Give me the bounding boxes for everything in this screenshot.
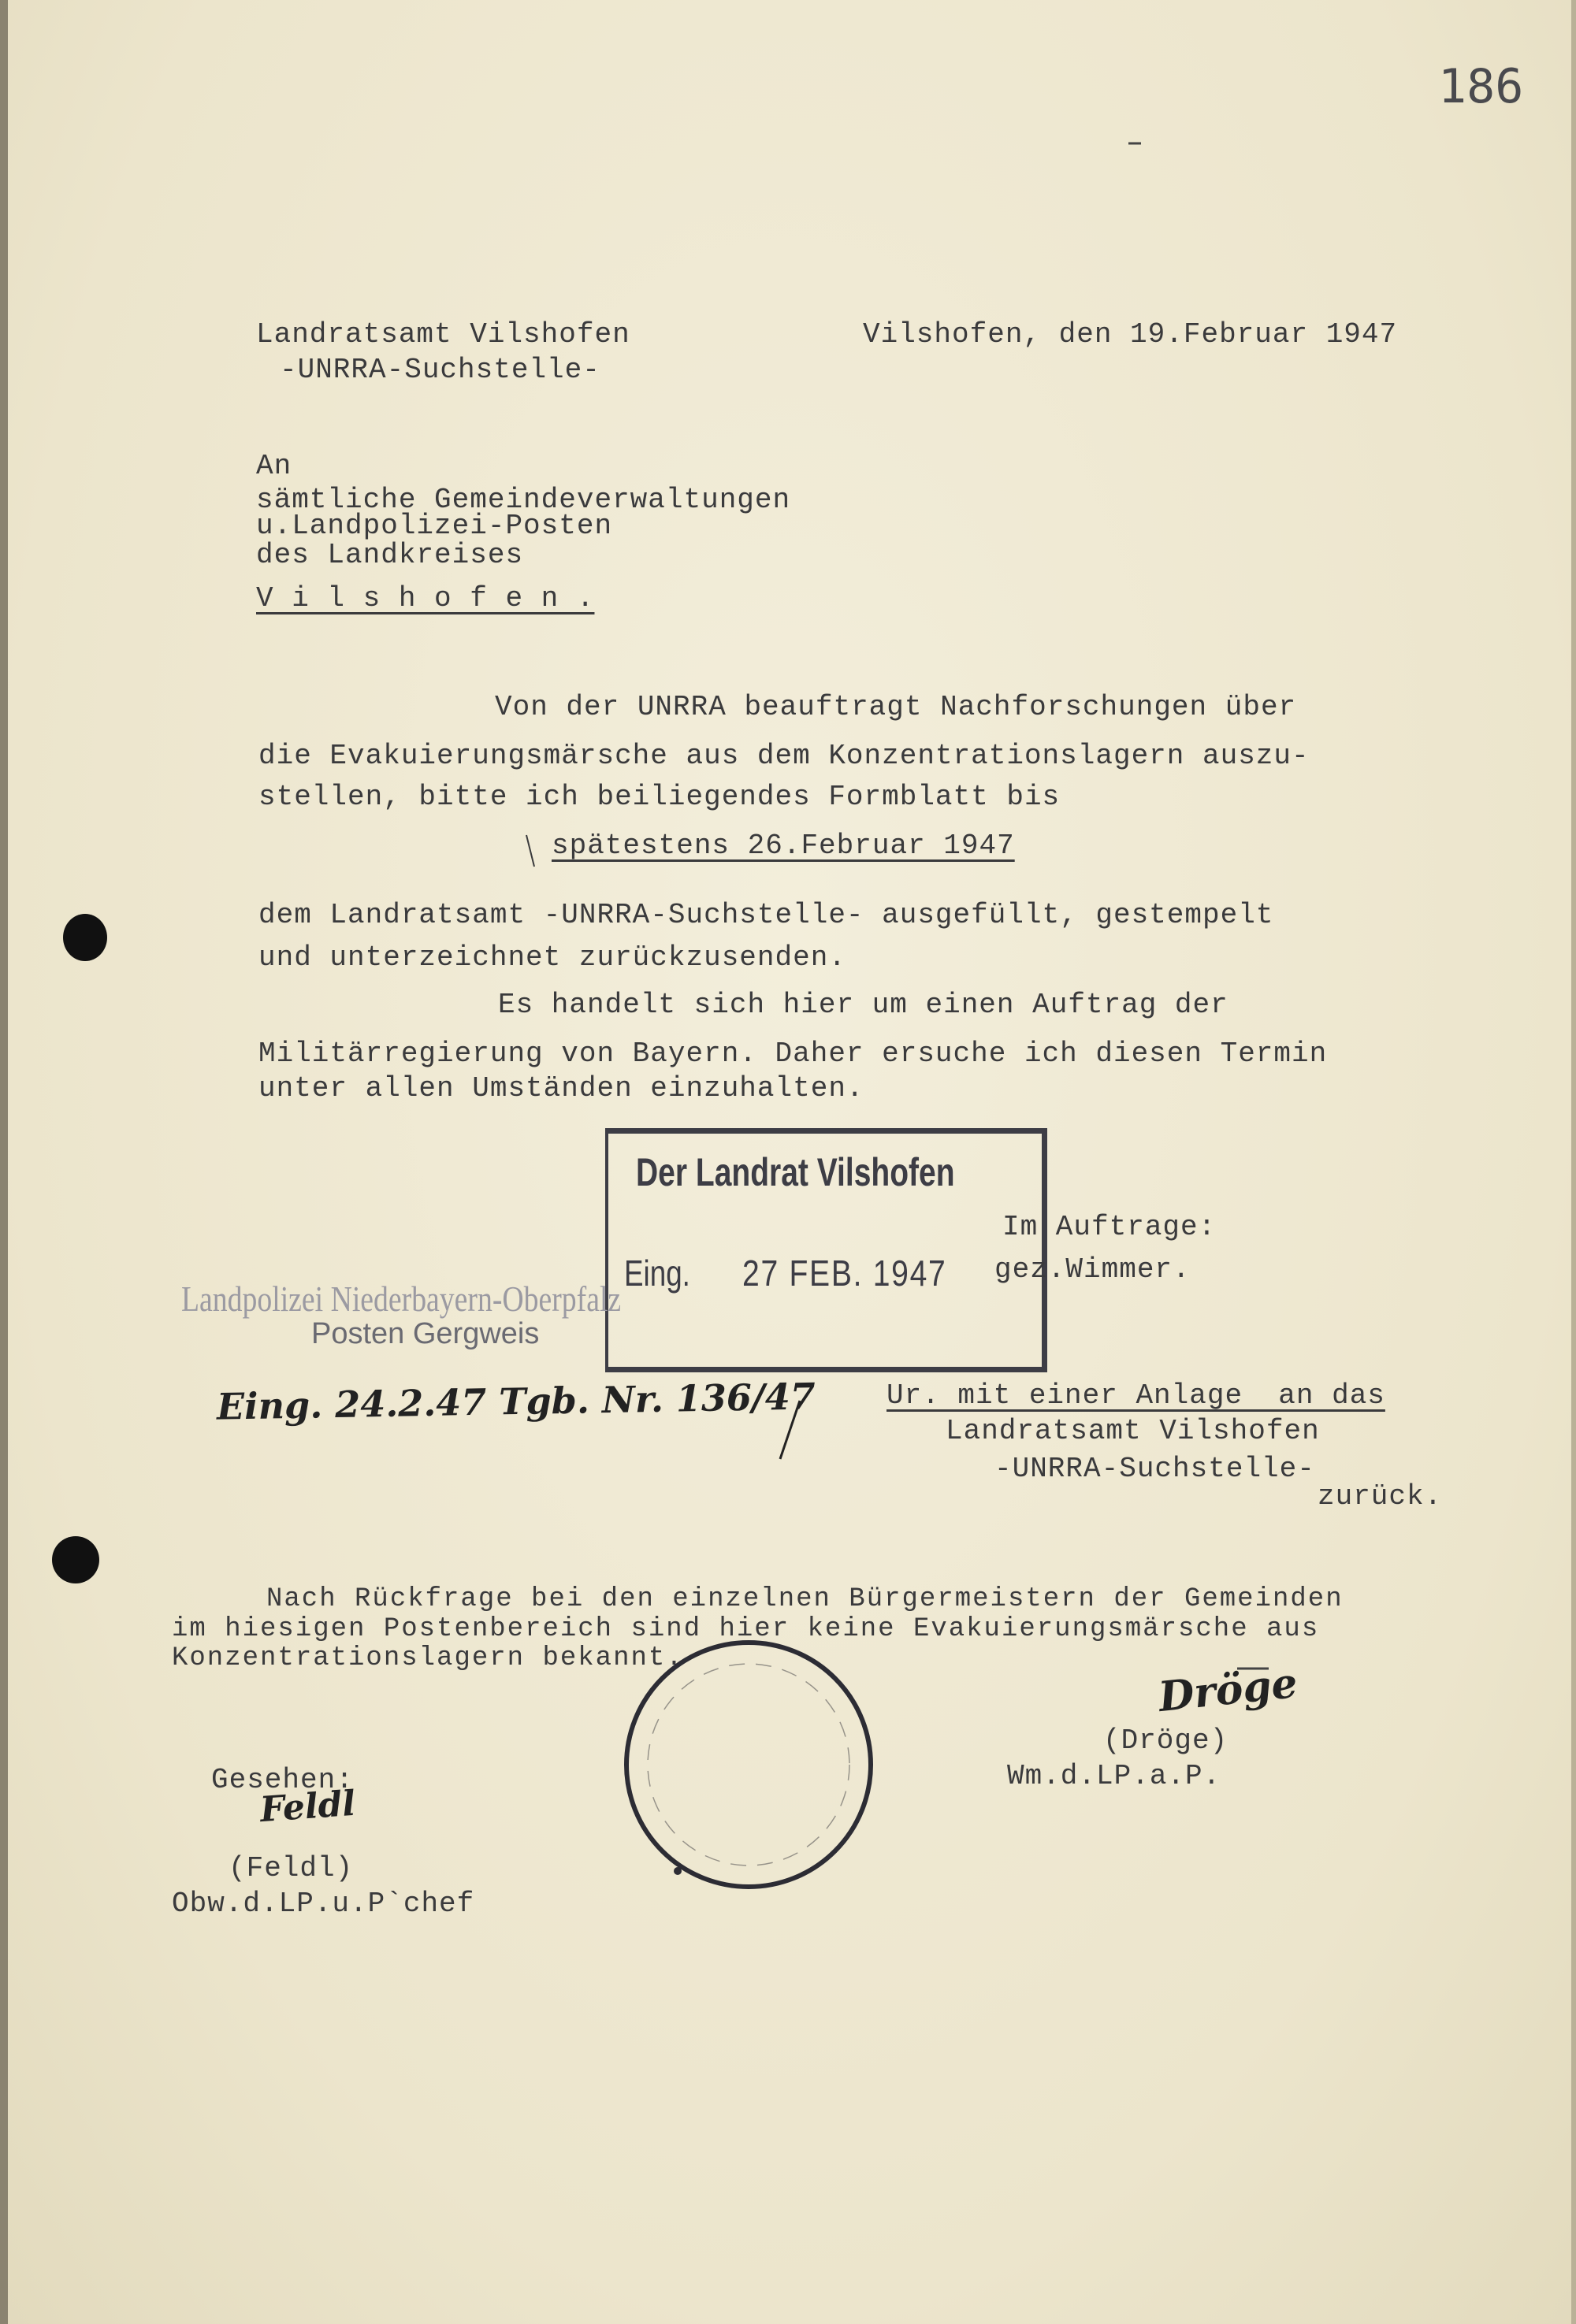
body-line-2: die Evakuierungsmärsche aus dem Konzentrationslagern auszu-: [258, 740, 1310, 772]
sender-line-1: Landratsamt Vilshofen: [256, 318, 630, 351]
feldl-name: (Feldl): [229, 1852, 354, 1884]
receipt-stamp-date: 27 FEB. 1947: [742, 1253, 947, 1294]
deadline: spätestens 26.Februar 1947: [552, 830, 1015, 862]
body-line-6: Es handelt sich hier um einen Auftrag der: [498, 989, 1228, 1021]
recipient-line-1: An: [256, 450, 292, 482]
return-note-line-4: zurück.: [1318, 1480, 1443, 1513]
reply-line-1: Nach Rückfrage bei den einzelnen Bürgermeistern der Gemeinden: [266, 1584, 1344, 1614]
body-line-7: Militärregierung von Bayern. Daher ersuche ich diesen Termin: [258, 1038, 1328, 1070]
feldl-rank: Obw.d.LP.u.P`chef: [172, 1888, 475, 1920]
seal-dot: [674, 1867, 682, 1875]
return-note-line-3: -UNRRA-Suchstelle-: [994, 1453, 1315, 1485]
recipient-line-2: sämtliche Gemeindeverwaltungen: [256, 484, 791, 516]
signature-line-2: gez.Wimmer.: [994, 1253, 1191, 1286]
round-seal-inner: [648, 1664, 849, 1866]
seen-label: Gesehen:: [211, 1764, 354, 1796]
droege-name: (Dröge): [1103, 1724, 1228, 1757]
body-line-3: stellen, bitte ich beiliegendes Formblatt bis: [258, 781, 1061, 813]
receipt-stamp-title: Der Landrat Vilshofen: [636, 1150, 955, 1194]
police-stamp-line-2: Posten Gergweis: [311, 1317, 540, 1350]
reply-line-3: Konzentrationslagern bekannt.: [172, 1643, 684, 1673]
droege-signature: Dröge: [1156, 1658, 1300, 1722]
place-date: Vilshofen, den 19.Februar 1947: [863, 318, 1398, 351]
recipient-line-4: des Landkreises: [256, 539, 524, 571]
body-line-8: unter allen Umständen einzuhalten.: [258, 1072, 864, 1104]
body-line-5: und unterzeichnet zurückzusenden.: [258, 941, 846, 974]
page-number: 186: [1438, 59, 1524, 114]
return-note-text: Ur. mit einer Anlage an das: [886, 1379, 1385, 1412]
recipient-line-5: V i l s h o f e n .: [256, 582, 595, 614]
handwritten-receipt-note: Eing. 24.2.47 Tgb. Nr. 136/47: [216, 1375, 816, 1428]
body-line-4: dem Landratsamt -UNRRA-Suchstelle- ausgefüllt, gestempelt: [258, 899, 1274, 931]
reply-line-2: im hiesigen Postenbereich sind hier keine Evakuierungsmärsche aus: [172, 1614, 1320, 1644]
signature-line-1: Im Auftrage:: [1002, 1211, 1217, 1243]
recipient-line-3: u.Landpolizei-Posten: [256, 510, 613, 542]
feldl-signature: Feldl: [258, 1783, 357, 1831]
sender-line-2: -UNRRA-Suchstelle-: [280, 354, 600, 386]
police-stamp-line-1: Landpolizei Niederbayern-Oberpfalz: [181, 1279, 622, 1319]
droege-rank: Wm.d.LP.a.P.: [1007, 1760, 1221, 1792]
return-note-line-2: Landratsamt Vilshofen: [946, 1415, 1320, 1447]
deadline-left-tick: [526, 835, 534, 867]
round-seal: [626, 1643, 871, 1887]
receipt-stamp-eing-label: Eing.: [624, 1253, 690, 1294]
body-line-1: Von der UNRRA beauftragt Nachforschungen über: [495, 691, 1297, 723]
